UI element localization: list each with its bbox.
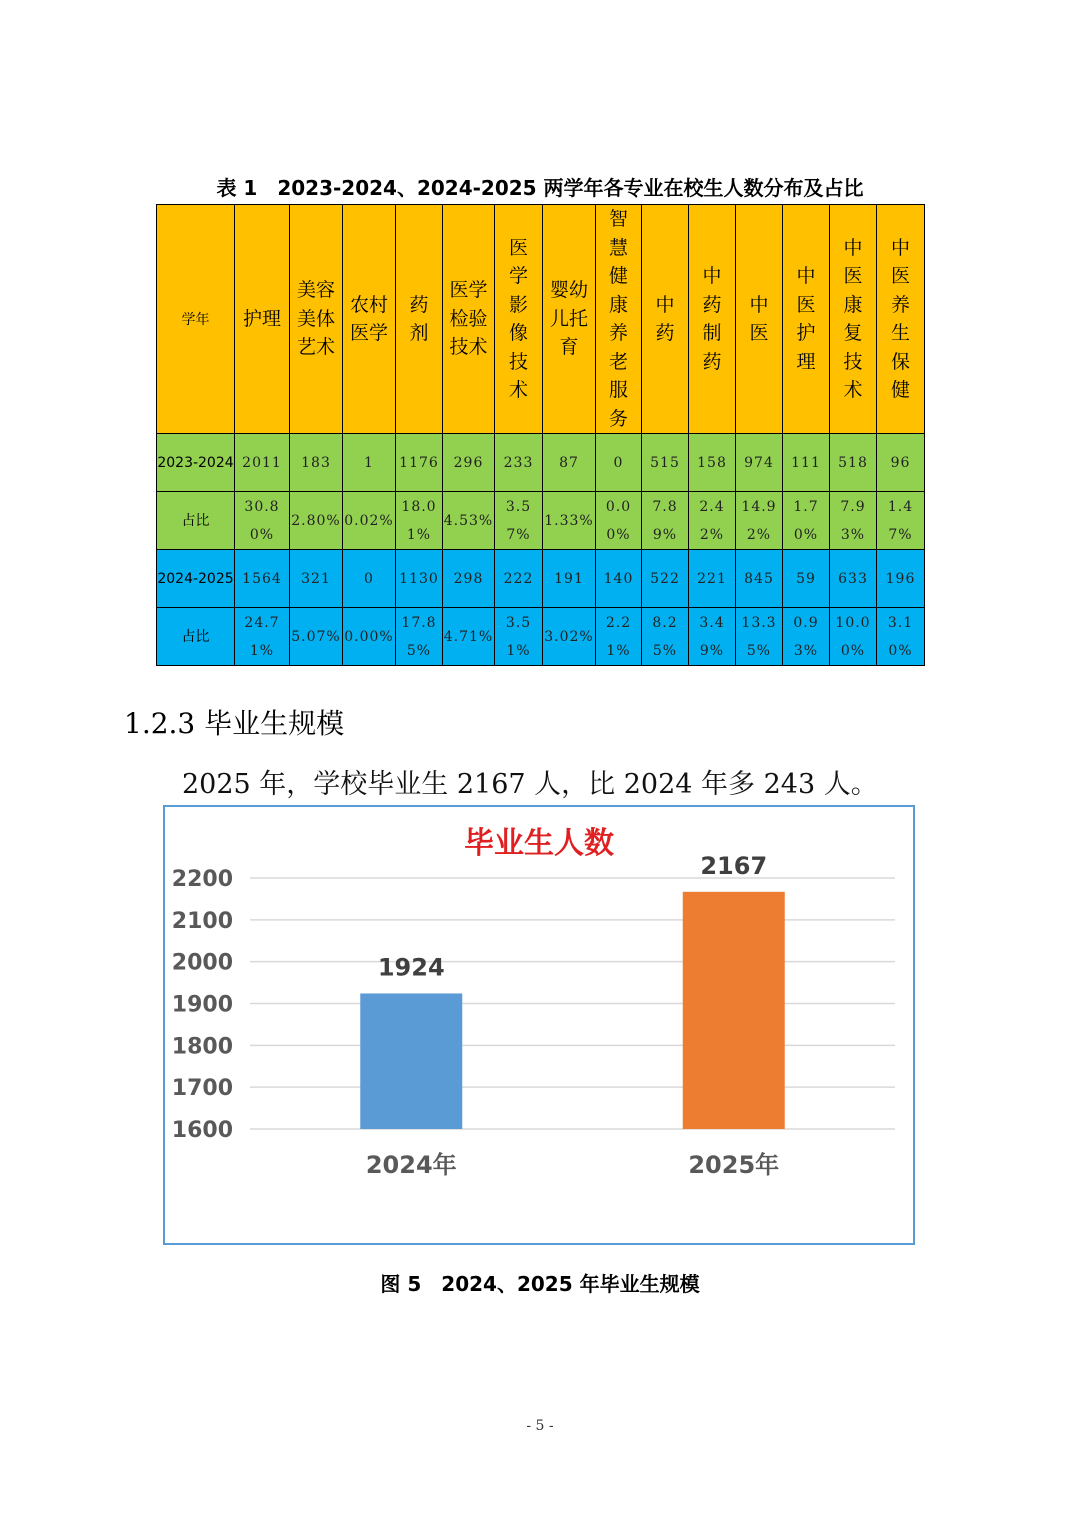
header-major-cell: 药剂	[396, 205, 443, 434]
header-major-cell: 护理	[235, 205, 290, 434]
header-major-cell: 中药制药	[689, 205, 736, 434]
table-value-cell: 0	[343, 550, 396, 608]
table-value-cell: 59	[783, 550, 830, 608]
table-value-cell: 3.57%	[495, 492, 543, 550]
table-value-cell: 1564	[235, 550, 290, 608]
header-major-cell: 智慧健康养老服务	[596, 205, 642, 434]
x-category-label: 2025年	[688, 1151, 780, 1179]
y-tick-label: 1700	[171, 1076, 233, 1102]
table-value-cell: 1.70%	[783, 492, 830, 550]
table-value-cell: 196	[877, 550, 925, 608]
table-value-cell: 5.07%	[290, 608, 343, 666]
table-value-cell: 10.00%	[830, 608, 877, 666]
row-label-cell: 2023-2024	[157, 434, 235, 492]
y-tick-label: 1800	[171, 1034, 233, 1060]
table-value-cell: 1130	[396, 550, 443, 608]
y-tick-label: 2100	[171, 908, 233, 934]
data-label: 2167	[700, 851, 768, 880]
table-row	[157, 608, 925, 666]
figure-caption: 图 5 2024、2025 年毕业生规模	[380, 1272, 700, 1296]
table-value-cell: 7.89%	[642, 492, 689, 550]
header-major-cell: 婴幼儿托育	[543, 205, 596, 434]
table-value-cell: 3.02%	[543, 608, 596, 666]
table-value-cell: 1.33%	[543, 492, 596, 550]
table-caption: 表 1 2023-2024、2024-2025 两学年各专业在校生人数分布及占比	[216, 176, 864, 200]
row-label-cell: 2024-2025	[157, 550, 235, 608]
table-value-cell: 0.00%	[596, 492, 642, 550]
table-value-cell: 633	[830, 550, 877, 608]
table-value-cell: 1.47%	[877, 492, 925, 550]
table-value-cell: 2011	[235, 434, 290, 492]
table-value-cell: 222	[495, 550, 543, 608]
table-value-cell: 1176	[396, 434, 443, 492]
header-major-cell: 农村医学	[343, 205, 396, 434]
header-major-cell: 中医	[736, 205, 783, 434]
section-heading: 1.2.3 毕业生规模	[124, 707, 345, 740]
table-value-cell: 3.49%	[689, 608, 736, 666]
table-value-cell: 17.85%	[396, 608, 443, 666]
y-tick-label: 1900	[171, 992, 233, 1018]
header-major-cell: 医学检验技术	[443, 205, 495, 434]
data-label: 1924	[377, 953, 445, 982]
graduates-chart	[163, 805, 915, 1245]
row-label-cell: 占比	[157, 608, 235, 666]
table-value-cell: 515	[642, 434, 689, 492]
header-major-cell: 美容美体艺术	[290, 205, 343, 434]
table-value-cell: 321	[290, 550, 343, 608]
table-value-cell: 2.80%	[290, 492, 343, 550]
table-value-cell: 0.02%	[343, 492, 396, 550]
bar	[683, 892, 785, 1129]
table-value-cell: 4.53%	[443, 492, 495, 550]
header-major-cell: 中医康复技术	[830, 205, 877, 434]
table-value-cell: 296	[443, 434, 495, 492]
table-value-cell: 8.25%	[642, 608, 689, 666]
table-value-cell: 18.01%	[396, 492, 443, 550]
table-value-cell: 87	[543, 434, 596, 492]
chart-title: 毕业生人数	[464, 826, 614, 861]
table-value-cell: 7.93%	[830, 492, 877, 550]
body-paragraph: 2025 年，学校毕业生 2167 人，比 2024 年多 243 人。	[182, 769, 878, 800]
y-tick-label: 2000	[171, 950, 233, 976]
table-value-cell: 974	[736, 434, 783, 492]
table-row	[157, 550, 925, 608]
table-value-cell: 522	[642, 550, 689, 608]
table-value-cell: 158	[689, 434, 736, 492]
table-value-cell: 518	[830, 434, 877, 492]
header-major-cell: 中药	[642, 205, 689, 434]
table-value-cell: 845	[736, 550, 783, 608]
table-value-cell: 233	[495, 434, 543, 492]
y-tick-label: 2200	[171, 867, 233, 892]
table-value-cell: 0	[596, 434, 642, 492]
header-corner-cell: 学年	[157, 205, 235, 434]
row-label-cell: 占比	[157, 492, 235, 550]
table-value-cell: 24.71%	[235, 608, 290, 666]
table-value-cell: 183	[290, 434, 343, 492]
table-value-cell: 30.80%	[235, 492, 290, 550]
header-major-cell: 中医养生保健	[877, 205, 925, 434]
table-value-cell: 0.93%	[783, 608, 830, 666]
y-tick-label: 1600	[171, 1118, 233, 1143]
table-value-cell: 191	[543, 550, 596, 608]
table-value-cell: 2.42%	[689, 492, 736, 550]
header-major-cell: 中医护理	[783, 205, 830, 434]
table-value-cell: 3.10%	[877, 608, 925, 666]
table-value-cell: 0.00%	[343, 608, 396, 666]
table-value-cell: 1	[343, 434, 396, 492]
bar	[360, 993, 462, 1129]
page-number: - 5 -	[526, 1418, 554, 1434]
x-category-label: 2024年	[365, 1151, 457, 1179]
table-header-row	[157, 205, 925, 434]
enrollment-table	[156, 204, 925, 666]
table-value-cell: 2.21%	[596, 608, 642, 666]
table-row	[157, 492, 925, 550]
table-value-cell: 140	[596, 550, 642, 608]
table-value-cell: 3.51%	[495, 608, 543, 666]
header-major-cell: 医学影像技术	[495, 205, 543, 434]
table-row	[157, 434, 925, 492]
table-value-cell: 14.92%	[736, 492, 783, 550]
table-value-cell: 4.71%	[443, 608, 495, 666]
table-value-cell: 96	[877, 434, 925, 492]
table-value-cell: 13.35%	[736, 608, 783, 666]
table-value-cell: 298	[443, 550, 495, 608]
bar-chart-svg	[165, 807, 913, 1243]
table-value-cell: 111	[783, 434, 830, 492]
table-value-cell: 221	[689, 550, 736, 608]
